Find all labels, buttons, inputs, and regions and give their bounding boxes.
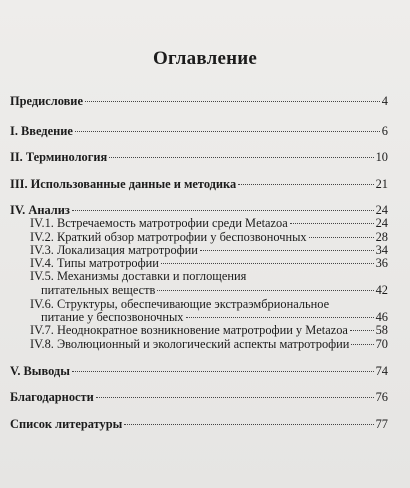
toc-entry-iv6 [30,310,388,324]
toc-leader-dots [124,424,373,425]
toc-entry-iv8 [30,337,388,351]
toc-entry-page: 10 [375,150,388,164]
toc-leader-dots [72,371,374,372]
toc-entry-iv6-title: IV.6. Структуры, обеспечивающие экстраэмбриональное [30,297,330,311]
toc-entry-iv4 [30,256,388,270]
toc-entry-iv1 [30,216,388,230]
toc-leader-dots [75,131,380,132]
toc-entry-label: IV.3. Локализация матротрофии [30,243,198,257]
toc-entry-page: 28 [375,230,388,244]
toc-entry-label: IV.2. Краткий обзор матротрофии у беспозвоночных [30,230,307,244]
toc-entry-label: IV.8. Эволюционный и экологический аспекты матротрофии [30,337,350,351]
toc-entry-introduction [10,124,388,138]
toc-entry-page: 21 [375,177,388,191]
toc-entry-page: 58 [375,323,388,337]
toc-entry-page: 42 [375,283,388,297]
toc-leader-dots [309,237,374,238]
toc-entry-page: 46 [375,310,388,324]
toc-leader-dots [85,101,380,102]
toc-entry-page: 24 [375,203,388,217]
toc-entry-page: 74 [375,364,388,378]
toc-leader-dots [351,344,373,345]
toc-entry-label: питание у беспозвоночных [41,310,184,324]
toc-entry-iv5-title: IV.5. Механизмы доставки и поглощения [30,269,247,283]
toc-entry-page: 4 [381,94,388,108]
toc-leader-dots [350,330,374,331]
toc-leader-dots [238,184,373,185]
toc-entry-label: IV. Анализ [10,203,70,217]
toc-entry-label: V. Выводы [10,364,70,378]
toc-entry-references [10,417,388,431]
toc-leader-dots [72,210,374,211]
toc-entry-label: IV.1. Встречаемость матротрофии среди Metazoa [30,216,288,230]
toc-entry-page: 34 [375,243,388,257]
toc-entry-label: IV.4. Типы матротрофии [30,256,159,270]
toc-entry-page: 6 [381,124,388,138]
toc-entry-methods [10,177,388,191]
toc-leader-dots [161,263,374,264]
toc-leader-dots [290,223,374,224]
toc-entry-page: 76 [375,390,388,404]
toc-entry-page: 70 [375,337,388,351]
toc-entry-page: 77 [375,417,388,431]
toc-entry-conclusions [10,364,388,378]
toc-leader-dots [96,397,374,398]
toc-leader-dots [186,317,374,318]
toc-entry-label: I. Введение [10,124,73,138]
toc-entry-label: Предисловие [10,94,83,108]
toc-entry-label: IV.7. Неоднократное возникновение матротрофии у Metazoa [30,323,348,337]
toc-entry-terminology [10,150,388,164]
toc-entry-iv5 [30,283,388,297]
toc-entry-page: 36 [375,256,388,270]
toc-entry-iv2 [30,230,388,244]
toc-leader-dots [109,157,373,158]
toc-entry-label: Список литературы [10,417,123,431]
toc-entry-label: III. Использованные данные и методика [10,177,237,191]
toc-entry-preface [10,94,388,108]
toc-leader-dots [200,250,374,251]
toc-entry-analysis [10,203,388,217]
toc-entry-label: II. Терминология [10,150,108,164]
toc-entry-acknowledgements [10,390,388,404]
toc-entry-page: 24 [375,216,388,230]
toc-entry-iv7 [30,323,388,337]
page-title: Оглавление [152,48,258,69]
toc-leader-dots [157,290,373,291]
toc-entry-label: питательных веществ [41,283,156,297]
toc-entry-label: Благодарности [10,390,94,404]
toc-entry-iv3 [30,243,388,257]
